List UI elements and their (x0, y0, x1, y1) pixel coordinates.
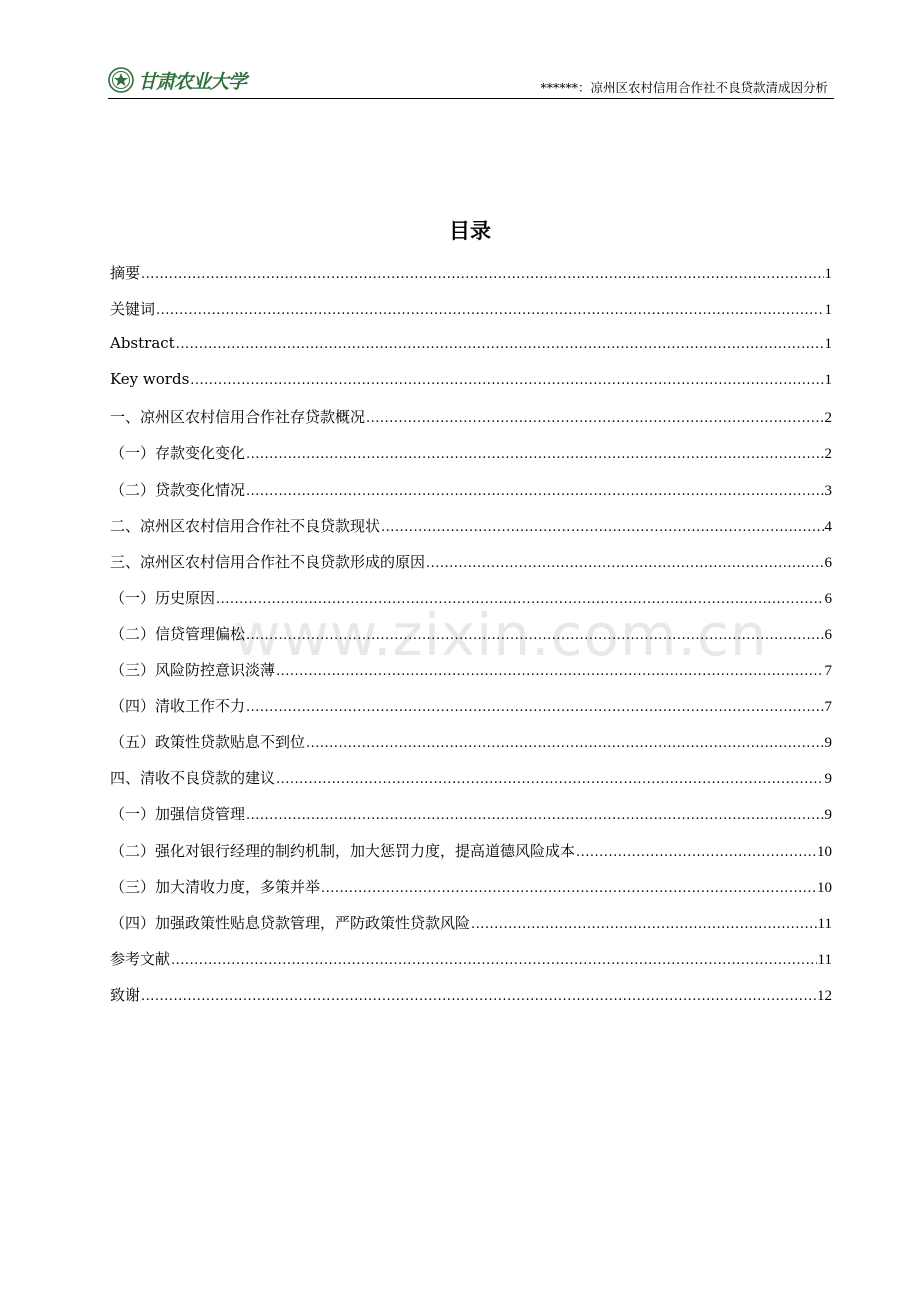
toc-entry-page-number: 1 (824, 302, 832, 319)
toc-entry-label: 摘要 (110, 264, 141, 282)
toc-entry-page-number: 7 (824, 699, 832, 716)
toc-entry[interactable] (110, 442, 832, 478)
toc-entry-label: （二）信贷管理偏松 (110, 624, 246, 643)
toc-entry-label: （五）政策性贷款贴息不到位 (110, 733, 306, 752)
toc-dot-leader (321, 881, 816, 896)
toc-entry[interactable] (110, 731, 832, 767)
toc-entry-label: 二、凉州区农村信用合作社不良贷款现状 (110, 516, 381, 535)
toc-entry-page-number: 11 (817, 951, 832, 968)
toc-dot-leader (381, 520, 823, 535)
university-seal-icon (108, 67, 134, 93)
toc-entry-label: （三）加大清收力度，多策并举 (110, 877, 321, 896)
toc-entry[interactable] (110, 262, 832, 298)
toc-dot-leader (366, 411, 823, 426)
toc-entry-label: 致谢 (110, 985, 141, 1004)
toc-entry[interactable] (110, 840, 832, 876)
toc-entry[interactable] (110, 370, 832, 406)
toc-entry[interactable] (110, 406, 832, 442)
toc-entry-label: 一、凉州区农村信用合作社存贷款概况 (110, 408, 366, 427)
toc-dot-leader (141, 989, 816, 1004)
university-logo (108, 66, 246, 94)
toc-dot-leader (246, 700, 823, 715)
toc-dot-leader (246, 447, 823, 462)
page-header (108, 62, 834, 99)
toc-entry-label: （一）历史原因 (110, 588, 216, 607)
toc-entry-label: （四）清收工作不力 (110, 697, 246, 716)
toc-dot-leader (246, 484, 823, 499)
toc-entry[interactable] (110, 659, 832, 695)
logo-text: 甘肃农业大学 (138, 70, 247, 93)
toc-entry[interactable] (110, 803, 832, 839)
toc-entry[interactable] (110, 551, 832, 587)
toc-entry-page-number: 4 (824, 518, 832, 535)
toc-entry-label: （三）风险防控意识淡薄 (110, 661, 276, 680)
toc-entry-page-number: 2 (824, 446, 832, 463)
toc-entry[interactable] (110, 948, 832, 984)
toc-entry[interactable] (110, 912, 832, 948)
toc-entry[interactable] (110, 479, 832, 515)
toc-entry-page-number: 6 (824, 590, 832, 607)
running-title: ******：凉州区农村信用合作社不良贷款清成因分析 (540, 80, 828, 95)
toc-dot-leader (306, 736, 823, 751)
toc-dot-leader (141, 267, 823, 282)
toc-entry[interactable] (110, 695, 832, 731)
toc-entry-page-number: 3 (824, 482, 832, 499)
toc-entry-label: Key words (110, 370, 190, 389)
toc-entry-label: 关键词 (110, 300, 156, 319)
toc-entry-label: （四）加强政策性贴息贷款管理，严防政策性贷款风险 (110, 913, 471, 932)
toc-entry-label: 参考文献 (110, 949, 171, 968)
toc-dot-leader (471, 917, 817, 932)
toc-entry-label: 三、凉州区农村信用合作社不良贷款形成的原因 (110, 552, 426, 571)
toc-entry-label: 四、清收不良贷款的建议 (110, 769, 276, 788)
toc-entry-page-number: 9 (824, 807, 832, 824)
toc-entry-page-number: 1 (824, 372, 832, 389)
toc-dot-leader (276, 772, 823, 787)
toc-dot-leader (216, 592, 823, 607)
toc-entry-label: （一）加强信贷管理 (110, 805, 246, 824)
toc-entry-label: （一）存款变化变化 (110, 444, 246, 463)
toc-dot-leader (576, 845, 816, 860)
toc-entry[interactable] (110, 876, 832, 912)
watermark: www.zixin.com.cn (233, 601, 768, 669)
toc-dot-leader (176, 337, 824, 352)
toc-dot-leader (246, 628, 823, 643)
toc-entry[interactable] (110, 767, 832, 803)
table-of-contents (110, 262, 832, 1020)
toc-entry[interactable] (110, 984, 832, 1020)
toc-entry-label: （二）强化对银行经理的制约机制，加大惩罚力度，提高道德风险成本 (110, 841, 576, 860)
toc-entry-page-number: 1 (824, 336, 832, 353)
toc-dot-leader (190, 373, 823, 388)
toc-entry-page-number: 9 (824, 735, 832, 752)
toc-entry-page-number: 12 (817, 987, 832, 1004)
toc-entry[interactable] (110, 298, 832, 334)
toc-entry-label: Abstract (110, 334, 175, 353)
toc-entry[interactable] (110, 334, 832, 370)
toc-entry[interactable] (110, 623, 832, 659)
toc-dot-leader (246, 808, 823, 823)
toc-entry-page-number: 2 (824, 410, 832, 427)
toc-entry-page-number: 9 (824, 771, 832, 788)
toc-entry-label: （二）贷款变化情况 (110, 480, 246, 499)
toc-entry-page-number: 11 (817, 915, 832, 932)
page-title: 目录 (449, 219, 491, 243)
toc-entry-page-number: 1 (824, 266, 832, 282)
toc-entry[interactable] (110, 587, 832, 623)
toc-dot-leader (171, 953, 817, 968)
toc-dot-leader (276, 664, 823, 679)
toc-entry-page-number: 7 (824, 663, 832, 680)
toc-entry-page-number: 10 (817, 879, 832, 896)
toc-dot-leader (156, 303, 823, 318)
toc-entry-page-number: 10 (817, 843, 832, 860)
toc-entry[interactable] (110, 515, 832, 551)
toc-dot-leader (426, 556, 823, 571)
toc-entry-page-number: 6 (824, 554, 832, 571)
toc-entry-page-number: 6 (824, 626, 832, 643)
